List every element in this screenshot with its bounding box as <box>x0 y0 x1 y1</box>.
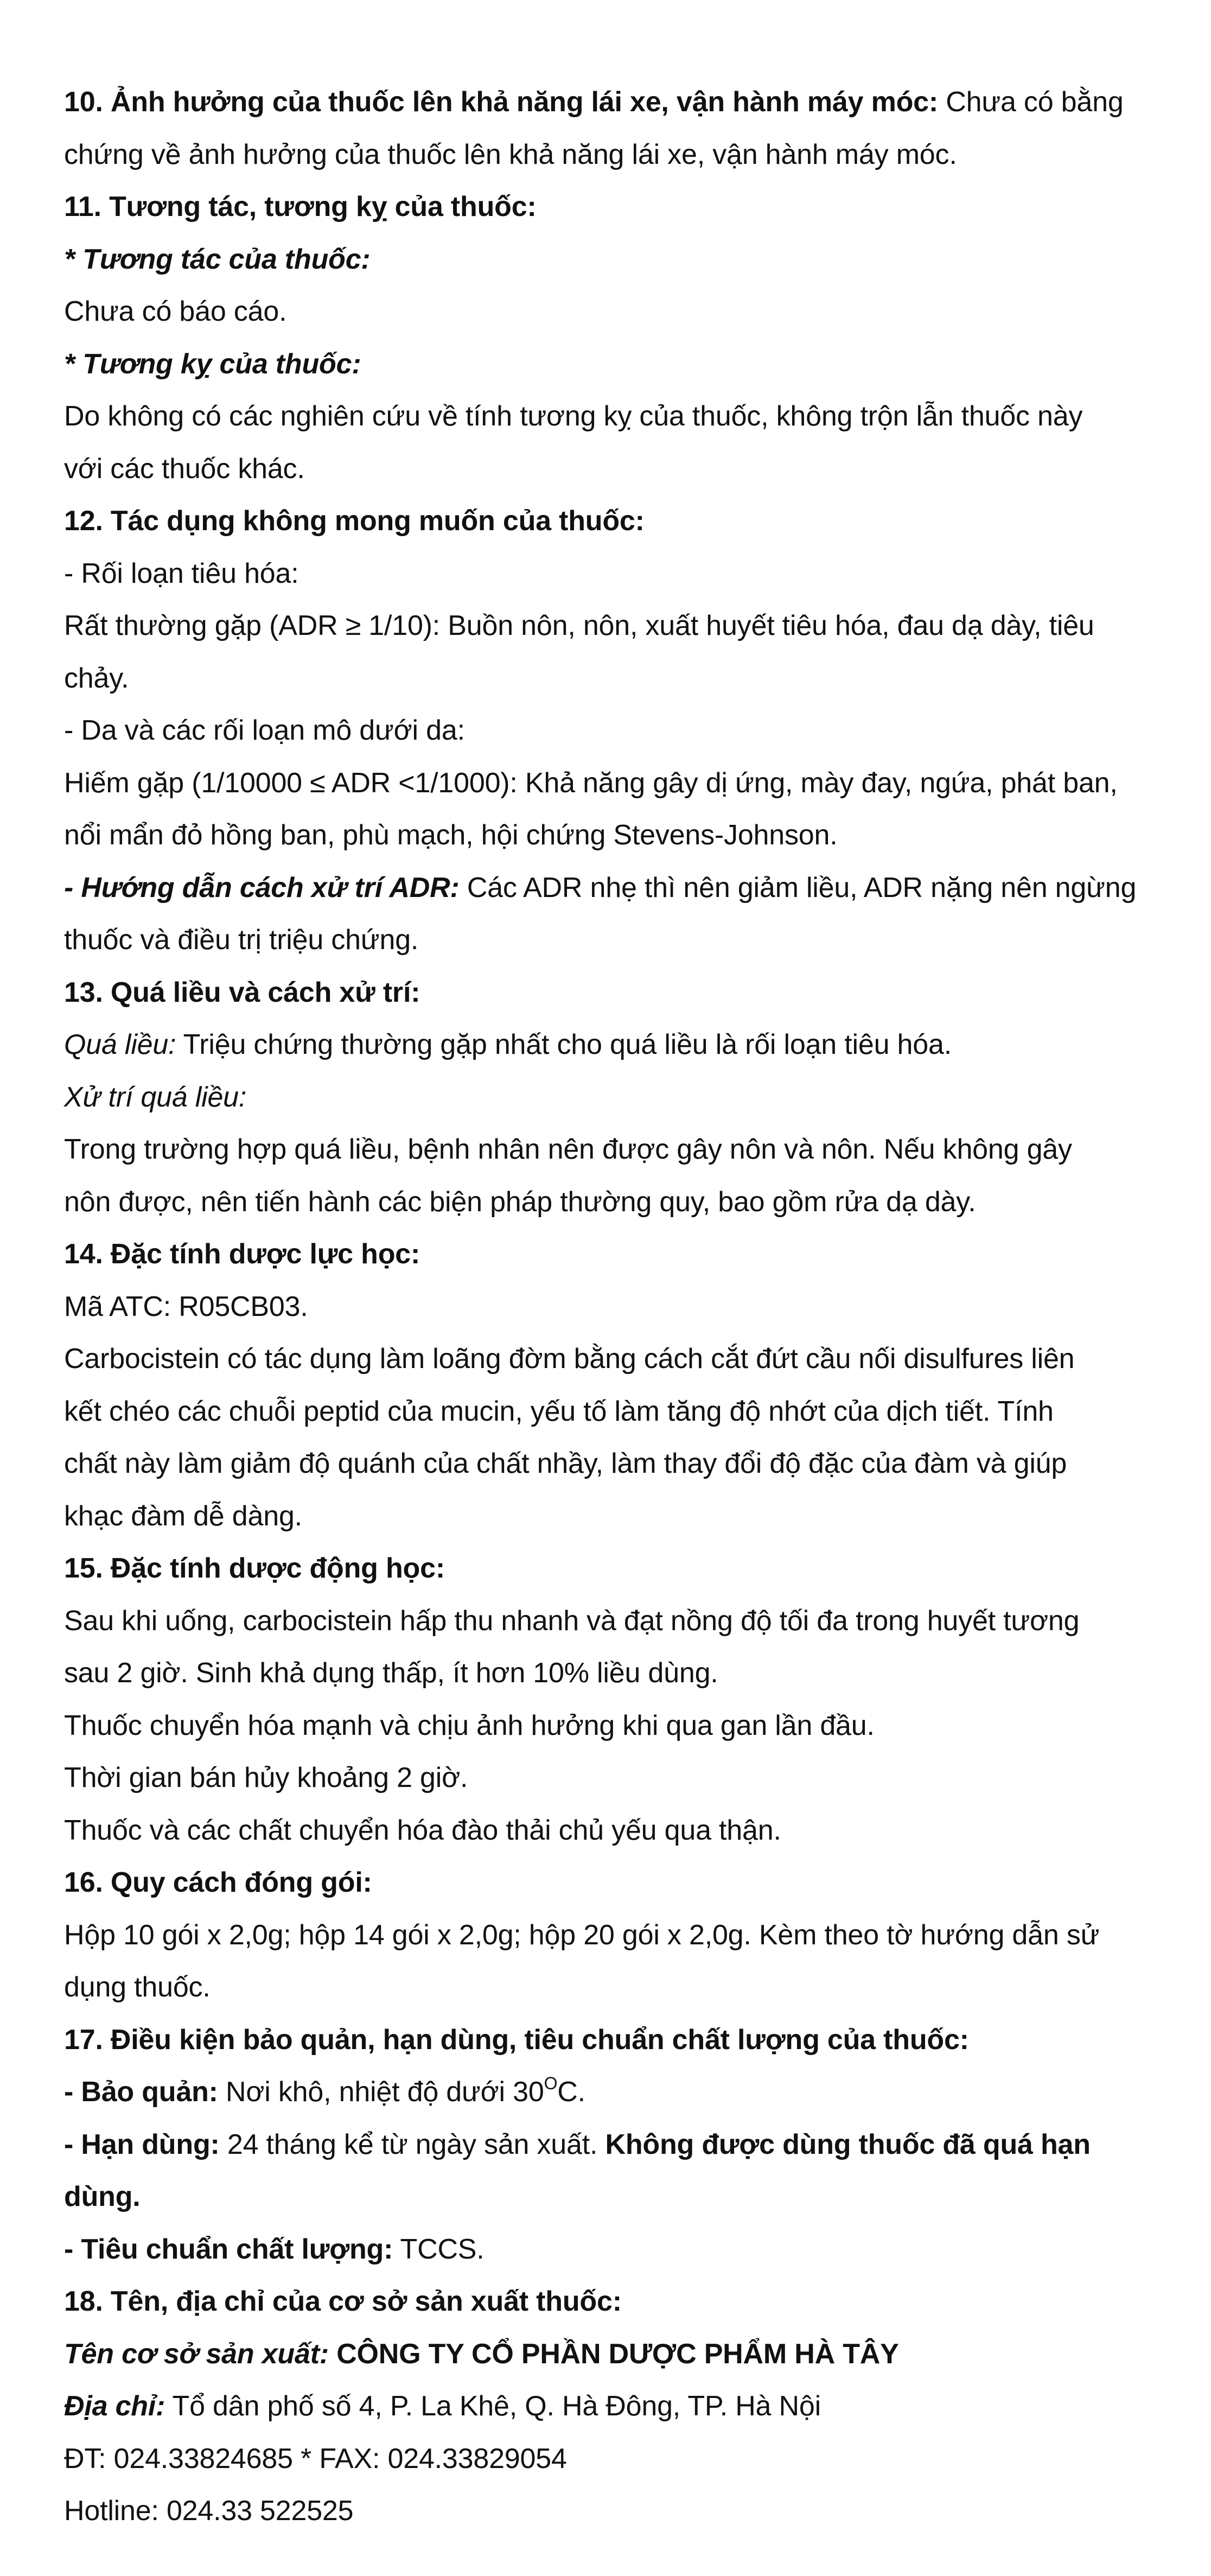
section-14-line-5: khạc đàm dễ dàng. <box>64 1500 302 1532</box>
section-12-line-6: nổi mẩn đỏ hồng ban, phù mạch, hội chứng Stevens-Johnson. <box>64 819 838 851</box>
section-10-text: Chưa có bằng <box>938 86 1124 118</box>
section-13-line-2: Xử trí quá liều: <box>64 1081 247 1113</box>
manufacturer-label: Tên cơ sở sản xuất: <box>64 2338 329 2370</box>
storage-text: Nơi khô, nhiệt độ dưới 30 <box>218 2076 544 2108</box>
quality-standard-text: TCCS. <box>393 2233 485 2265</box>
section-16-line-2: dụng thuốc. <box>64 1971 211 2003</box>
section-16-heading: 16. Quy cách đóng gói: <box>64 1867 372 1898</box>
section-18-line-2 <box>64 2380 1147 2433</box>
section-11-subheading-incompatibilities: * Tương kỵ của thuốc: <box>64 348 361 380</box>
section-12-line-4: - Da và các rối loạn mô dưới da: <box>64 715 465 746</box>
section-15-line-3: Thuốc chuyển hóa mạnh và chịu ảnh hưởng khi qua gan lần đầu. <box>64 1709 875 1741</box>
section-12-line-8: thuốc và điều trị triệu chứng. <box>64 924 419 956</box>
section-12-line-1: - Rối loạn tiêu hóa: <box>64 557 299 589</box>
overdose-label: Quá liều: <box>64 1029 176 1060</box>
adr-guidance-label: - Hướng dẫn cách xử trí ADR: <box>64 872 460 904</box>
section-11-heading: 11. Tương tác, tương kỵ của thuốc: <box>64 191 537 222</box>
section-17-heading: 17. Điều kiện bảo quản, hạn dùng, tiêu chuẩn chất lượng của thuốc: <box>64 2024 969 2056</box>
section-11-incompatibilities-line-1: Do không có các nghiên cứu về tính tương kỵ của thuốc, không trộn lẫn thuốc này <box>64 400 1083 432</box>
section-15-line-1: Sau khi uống, carbocistein hấp thu nhanh và đạt nồng độ tối đa trong huyết tương <box>64 1605 1080 1637</box>
section-10-line-2: chứng về ảnh hưởng của thuốc lên khả năng lái xe, vận hành máy móc. <box>64 138 957 170</box>
section-12-line-2: Rất thường gặp (ADR ≥ 1/10): Buồn nôn, nôn, xuất huyết tiêu hóa, đau dạ dày, tiêu <box>64 610 1094 641</box>
section-12-line-5: Hiếm gặp (1/10000 ≤ ADR <1/1000): Khả năng gây dị ứng, mày đay, ngứa, phát ban, <box>64 767 1118 799</box>
section-17-line-3: dùng. <box>64 2181 141 2212</box>
section-13-line-3: Trong trường hợp quá liều, bệnh nhân nên được gây nôn và nôn. Nếu không gây <box>64 1134 1072 1165</box>
section-14-heading: 14. Đặc tính dược lực học: <box>64 1238 420 1270</box>
section-12-line-3: chảy. <box>64 662 129 694</box>
section-15-heading: 15. Đặc tính dược động học: <box>64 1553 445 1584</box>
degree-symbol: O <box>544 2073 558 2093</box>
section-13-line-1 <box>64 1019 1147 1071</box>
section-15-line-5: Thuốc và các chất chuyển hóa đào thải chủ yếu qua thận. <box>64 1814 781 1846</box>
section-15-line-4: Thời gian bán hủy khoảng 2 giờ. <box>64 1762 468 1793</box>
section-14-line-4: chất này làm giảm độ quánh của chất nhầy, làm thay đổi độ đặc của đàm và giúp <box>64 1448 1067 1479</box>
shelf-life-text: 24 tháng kể từ ngày sản xuất. <box>219 2128 606 2160</box>
storage-label: - Bảo quản: <box>64 2076 218 2108</box>
section-14-line-2: Carbocistein có tác dụng làm loãng đờm bằng cách cắt đứt cầu nối disulfures liên <box>64 1343 1075 1375</box>
section-14-line-1: Mã ATC: R05CB03. <box>64 1290 308 1322</box>
section-16-line-1: Hộp 10 gói x 2,0g; hộp 14 gói x 2,0g; hộp 20 gói x 2,0g. Kèm theo tờ hướng dẫn sử <box>64 1919 1100 1951</box>
section-11-subheading-interactions: * Tương tác của thuốc: <box>64 243 371 275</box>
section-11-incompatibilities-line-2: với các thuốc khác. <box>64 453 305 485</box>
section-10-line-1 <box>64 76 1147 129</box>
section-15-line-2: sau 2 giờ. Sinh khả dụng thấp, ít hơn 10% liều dùng. <box>64 1657 718 1689</box>
address-text: Tổ dân phố số 4, P. La Khê, Q. Hà Đông, TP. Hà Nội <box>165 2390 821 2422</box>
section-17-line-2 <box>64 2119 1147 2171</box>
section-12-heading: 12. Tác dụng không mong muốn của thuốc: <box>64 505 645 537</box>
manufacturer-name: CÔNG TY CỔ PHẦN DƯỢC PHẨM HÀ TÂY <box>328 2338 899 2370</box>
shelf-life-warning: Không được dùng thuốc đã quá hạn <box>605 2128 1091 2160</box>
section-17-line-1 <box>64 2066 1147 2119</box>
section-13-heading: 13. Quá liều và cách xử trí: <box>64 976 420 1008</box>
address-label: Địa chỉ: <box>64 2390 165 2422</box>
storage-unit: C. <box>557 2076 585 2108</box>
section-18-line-3: ĐT: 024.33824685 * FAX: 024.33829054 <box>64 2443 567 2475</box>
section-11-interactions-text: Chưa có báo cáo. <box>64 296 287 327</box>
section-10-heading: 10. Ảnh hưởng của thuốc lên khả năng lái xe, vận hành máy móc: <box>64 86 939 118</box>
section-12-line-7 <box>64 862 1147 914</box>
quality-standard-label: - Tiêu chuẩn chất lượng: <box>64 2233 393 2265</box>
section-18-heading: 18. Tên, địa chỉ của cơ sở sản xuất thuốc: <box>64 2286 622 2317</box>
adr-guidance-text: Các ADR nhẹ thì nên giảm liều, ADR nặng nên ngừng <box>459 872 1137 904</box>
section-18-line-1 <box>64 2328 1147 2381</box>
section-18-line-4: Hotline: 024.33 522525 <box>64 2495 354 2527</box>
overdose-text: Triệu chứng thường gặp nhất cho quá liều là rối loạn tiêu hóa. <box>176 1029 952 1060</box>
shelf-life-label: - Hạn dùng: <box>64 2128 220 2160</box>
section-14-line-3: kết chéo các chuỗi peptid của mucin, yếu tố làm tăng độ nhớt của dịch tiết. Tính <box>64 1395 1054 1427</box>
section-17-line-4 <box>64 2223 1147 2276</box>
section-13-line-4: nôn được, nên tiến hành các biện pháp thường quy, bao gồm rửa dạ dày. <box>64 1186 976 1218</box>
